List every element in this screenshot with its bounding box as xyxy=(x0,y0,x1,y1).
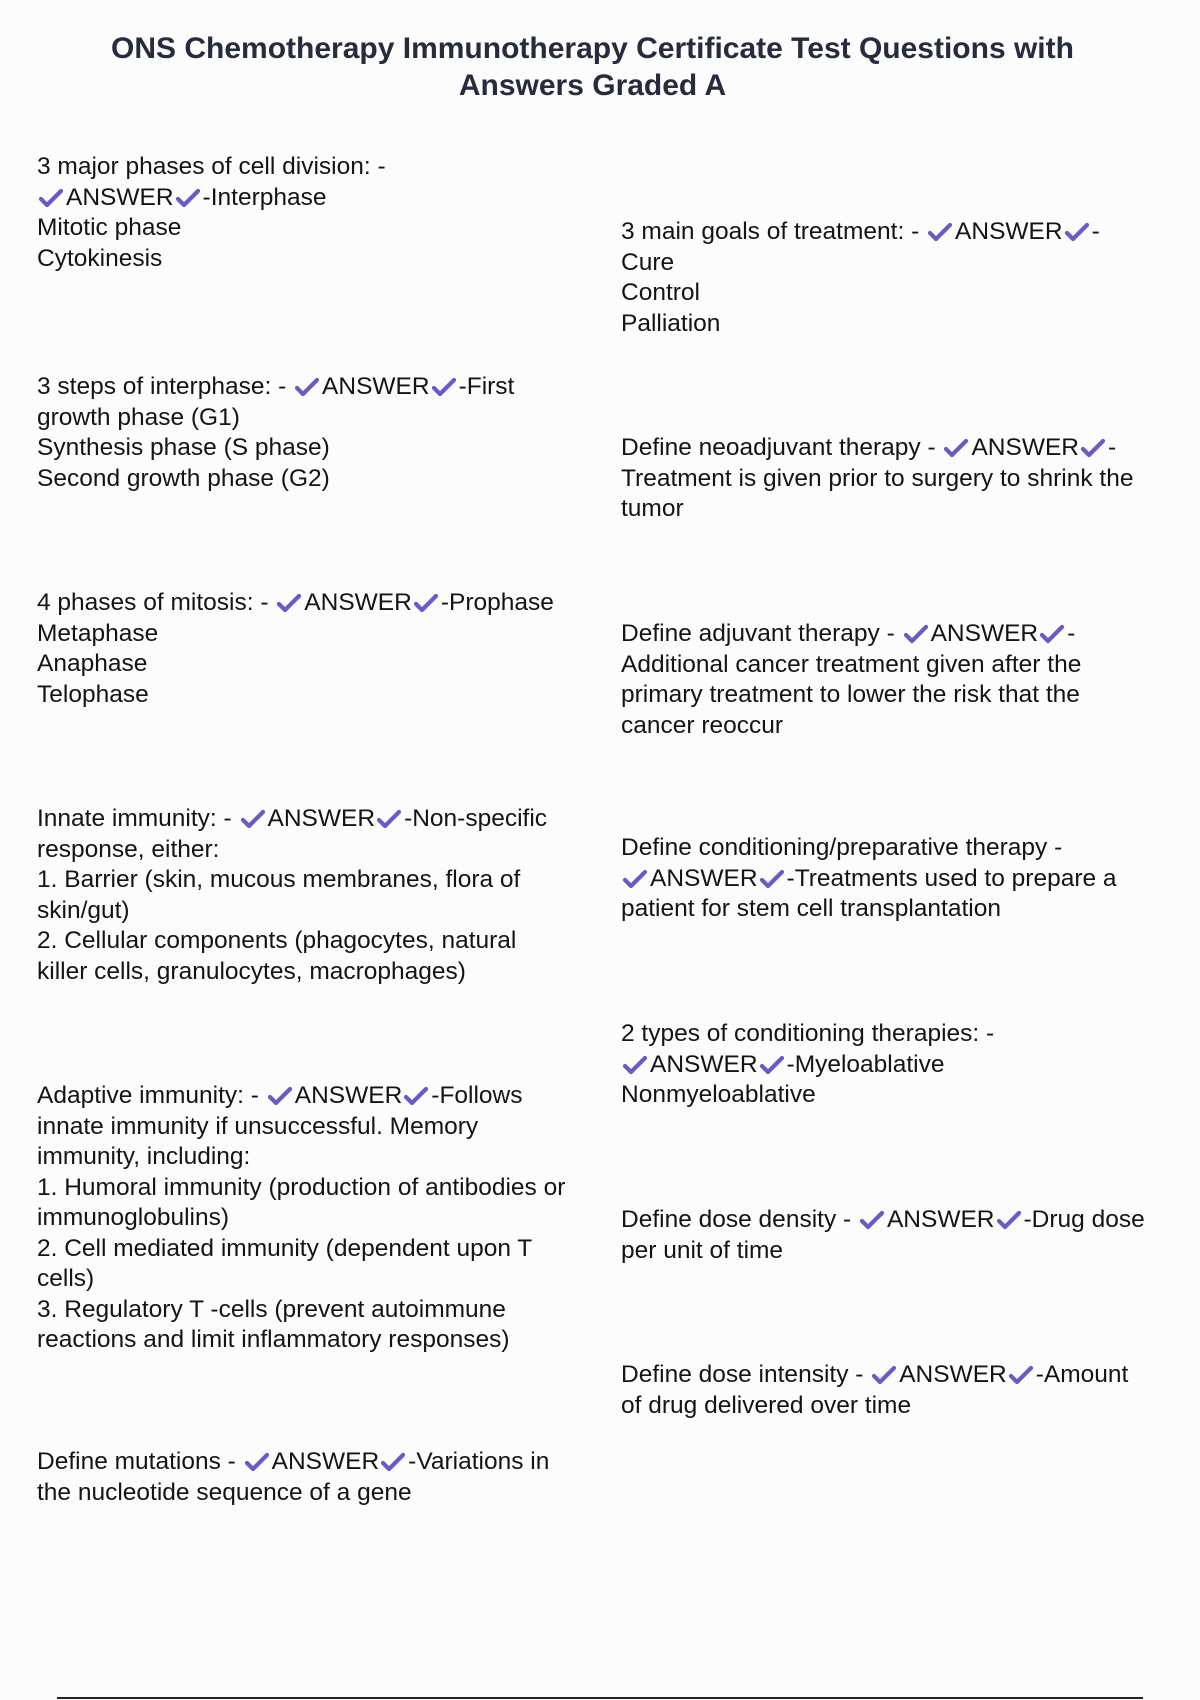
qa-line xyxy=(37,804,627,835)
qa-line xyxy=(37,1295,627,1326)
qa-text: immunity, including: xyxy=(37,1143,251,1170)
qa-line xyxy=(37,896,627,927)
qa-line xyxy=(621,1360,1196,1391)
answer-text: -Follows xyxy=(431,1082,523,1109)
qa-line xyxy=(621,1236,1196,1267)
qa-text: growth phase (G1) xyxy=(37,403,240,431)
answer-text: -Treatments used to prepare a xyxy=(786,864,1117,892)
checkmark-icon xyxy=(431,377,457,397)
checkmark-icon xyxy=(871,1365,897,1385)
checkmark-icon xyxy=(403,1086,429,1106)
checkmark-icon xyxy=(759,1055,785,1075)
qa-text: response, either: xyxy=(37,835,220,863)
answer-text: - xyxy=(1067,620,1076,647)
qa-text: Anaphase xyxy=(37,650,148,677)
qa-text: skin/gut) xyxy=(37,896,130,924)
qa-item-conditioning xyxy=(621,833,1196,925)
qa-text: per unit of time xyxy=(621,1236,784,1264)
qa-line xyxy=(37,926,627,957)
qa-text: 2. Cellular components (phagocytes, natural xyxy=(37,927,517,954)
qa-line xyxy=(37,1264,627,1295)
qa-line xyxy=(37,1173,627,1204)
qa-item-dose-density xyxy=(621,1205,1196,1266)
answer-text: -Drug dose xyxy=(1023,1206,1145,1233)
qa-text: Metaphase xyxy=(37,619,159,647)
checkmark-icon xyxy=(1064,222,1090,242)
answer-text: -Myeloablative xyxy=(786,1050,945,1078)
answer-label: ANSWER xyxy=(650,1050,758,1078)
qa-text: cells) xyxy=(37,1265,95,1292)
qa-text: Synthesis phase (S phase) xyxy=(37,434,330,461)
checkmark-icon xyxy=(622,869,648,889)
checkmark-icon xyxy=(927,222,953,242)
qa-line xyxy=(37,680,627,711)
qa-line xyxy=(37,1234,627,1265)
answer-text: -Prophase xyxy=(440,589,554,616)
qa-text: killer cells, granulocytes, macrophages) xyxy=(37,957,466,985)
checkmark-icon xyxy=(943,438,969,458)
qa-line xyxy=(37,957,627,988)
qa-text: 4 phases of mitosis: - xyxy=(37,589,276,616)
checkmark-icon xyxy=(859,1210,885,1230)
qa-line xyxy=(621,494,1196,525)
qa-line xyxy=(37,1447,627,1478)
answer-text: -Non-specific xyxy=(404,805,548,832)
qa-line xyxy=(621,248,1196,279)
qa-item-neoadjuvant xyxy=(621,433,1196,525)
qa-text: 1. Humoral immunity (production of antibodies or xyxy=(37,1173,566,1201)
answer-label: ANSWER xyxy=(971,434,1079,461)
answer-label: ANSWER xyxy=(322,373,430,400)
qa-text: 2. Cell mediated immunity (dependent upon T xyxy=(37,1234,533,1262)
qa-line xyxy=(37,1112,627,1143)
qa-line xyxy=(37,1478,627,1509)
qa-text: cancer reoccur xyxy=(621,711,784,739)
qa-line xyxy=(37,403,627,434)
title-line-2: Answers Graded A xyxy=(458,69,727,102)
qa-text: Palliation xyxy=(621,309,721,337)
checkmark-icon xyxy=(622,1055,648,1075)
checkmark-icon xyxy=(903,624,929,644)
qa-text: Nonmyeloablative xyxy=(621,1081,816,1108)
qa-text: Second growth phase (G2) xyxy=(37,464,330,492)
qa-line xyxy=(37,213,627,244)
answer-text: -Variations in xyxy=(408,1448,550,1475)
answer-label: ANSWER xyxy=(294,1082,403,1109)
qa-item-mutations xyxy=(37,1447,627,1508)
qa-line xyxy=(621,619,1196,650)
qa-line xyxy=(621,864,1196,895)
qa-text: Additional cancer treatment given after the xyxy=(621,650,1082,678)
qa-text: Define adjuvant therapy - xyxy=(621,620,902,647)
qa-line xyxy=(37,1081,627,1112)
qa-text: Define dose intensity - xyxy=(621,1361,871,1388)
qa-line xyxy=(621,464,1196,495)
qa-line xyxy=(37,244,627,275)
qa-text: the nucleotide sequence of a gene xyxy=(37,1478,412,1506)
qa-line xyxy=(621,1019,1196,1050)
qa-line xyxy=(621,894,1196,925)
qa-text: Control xyxy=(621,279,700,306)
checkmark-icon xyxy=(380,1452,406,1472)
title-line-1: ONS Chemotherapy Immunotherapy Certificate Test Questions with xyxy=(111,32,1074,65)
qa-item-cell-division xyxy=(37,152,627,274)
qa-line xyxy=(37,619,627,650)
qa-text: 3 main goals of treatment: - xyxy=(621,218,927,245)
checkmark-icon xyxy=(1008,1365,1034,1385)
qa-line xyxy=(37,372,627,403)
qa-text: immunoglobulins) xyxy=(37,1204,230,1231)
qa-line xyxy=(37,835,627,866)
checkmark-icon xyxy=(1080,438,1106,458)
checkmark-icon xyxy=(1039,624,1065,644)
qa-text: Cure xyxy=(621,248,675,276)
qa-line xyxy=(621,433,1196,464)
qa-text: patient for stem cell transplantation xyxy=(621,895,1001,922)
qa-line xyxy=(37,1142,627,1173)
qa-line xyxy=(37,464,627,495)
answer-label: ANSWER xyxy=(886,1206,995,1233)
answer-label: ANSWER xyxy=(930,620,1039,647)
qa-text: Treatment is given prior to surgery to shrink the xyxy=(621,464,1134,492)
qa-line xyxy=(37,865,627,896)
document-title xyxy=(40,30,1145,104)
qa-text: 2 types of conditioning therapies: - xyxy=(621,1020,995,1047)
qa-text: Innate immunity: - xyxy=(37,805,239,832)
qa-line xyxy=(37,1203,627,1234)
checkmark-icon xyxy=(240,809,266,829)
qa-text: 1. Barrier (skin, mucous membranes, flora of xyxy=(37,866,521,893)
answer-text: -Amount xyxy=(1035,1361,1129,1388)
qa-item-interphase xyxy=(37,372,627,494)
qa-line xyxy=(621,1050,1196,1081)
qa-text: Cytokinesis xyxy=(37,244,163,272)
qa-item-adjuvant xyxy=(621,619,1196,741)
qa-text: of drug delivered over time xyxy=(621,1391,912,1419)
answer-text: - xyxy=(1107,434,1117,461)
qa-line xyxy=(37,1325,627,1356)
checkmark-icon xyxy=(38,188,64,208)
checkmark-icon xyxy=(413,593,439,613)
answer-label: ANSWER xyxy=(66,183,174,211)
checkmark-icon xyxy=(276,593,302,613)
qa-line xyxy=(621,711,1196,742)
checkmark-icon xyxy=(996,1210,1022,1230)
qa-text: reactions and limit inflammatory responses) xyxy=(37,1326,510,1353)
qa-text: tumor xyxy=(621,495,684,522)
qa-line xyxy=(621,217,1196,248)
qa-text: primary treatment to lower the risk that the xyxy=(621,681,1080,708)
qa-line xyxy=(37,183,627,214)
answer-label: ANSWER xyxy=(271,1448,380,1475)
checkmark-icon xyxy=(175,188,201,208)
qa-text: Define mutations - xyxy=(37,1448,243,1475)
checkmark-icon xyxy=(267,1086,293,1106)
qa-line xyxy=(621,833,1196,864)
answer-label: ANSWER xyxy=(899,1361,1007,1388)
answer-text: -Interphase xyxy=(202,183,327,211)
qa-line xyxy=(37,588,627,619)
qa-text: Define conditioning/preparative therapy - xyxy=(621,834,1063,861)
checkmark-icon xyxy=(376,809,402,829)
qa-line xyxy=(621,309,1196,340)
qa-line xyxy=(37,433,627,464)
answer-label: ANSWER xyxy=(267,805,376,832)
answer-text: -First xyxy=(458,373,515,400)
qa-item-adaptive-immunity xyxy=(37,1081,627,1356)
qa-item-conditioning-types xyxy=(621,1019,1196,1111)
footer-divider xyxy=(57,1697,1143,1699)
qa-line xyxy=(37,152,627,183)
qa-line xyxy=(621,278,1196,309)
qa-text: Define dose density - xyxy=(621,1206,858,1233)
checkmark-icon xyxy=(244,1452,270,1472)
qa-item-innate-immunity xyxy=(37,804,627,987)
qa-item-dose-intensity xyxy=(621,1360,1196,1421)
qa-text: Define neoadjuvant therapy - xyxy=(621,434,943,461)
qa-text: 3 steps of interphase: - xyxy=(37,373,294,400)
answer-label: ANSWER xyxy=(955,218,1063,245)
checkmark-icon xyxy=(759,869,785,889)
qa-line xyxy=(621,680,1196,711)
qa-text: Adaptive immunity: - xyxy=(37,1082,266,1109)
qa-line xyxy=(621,1391,1196,1422)
qa-text: Telophase xyxy=(37,680,149,708)
qa-line xyxy=(37,649,627,680)
qa-line xyxy=(621,1205,1196,1236)
qa-line xyxy=(621,1080,1196,1111)
qa-item-treatment-goals xyxy=(621,217,1196,339)
qa-text: 3 major phases of cell division: - xyxy=(37,153,386,180)
qa-line xyxy=(621,650,1196,681)
qa-text: 3. Regulatory T -cells (prevent autoimmune xyxy=(37,1295,506,1323)
qa-item-mitosis xyxy=(37,588,627,710)
checkmark-icon xyxy=(294,377,320,397)
answer-label: ANSWER xyxy=(304,589,412,616)
qa-text: Mitotic phase xyxy=(37,214,182,241)
answer-text: - xyxy=(1091,218,1100,245)
qa-text: innate immunity if unsuccessful. Memory xyxy=(37,1112,479,1140)
answer-label: ANSWER xyxy=(650,864,758,892)
